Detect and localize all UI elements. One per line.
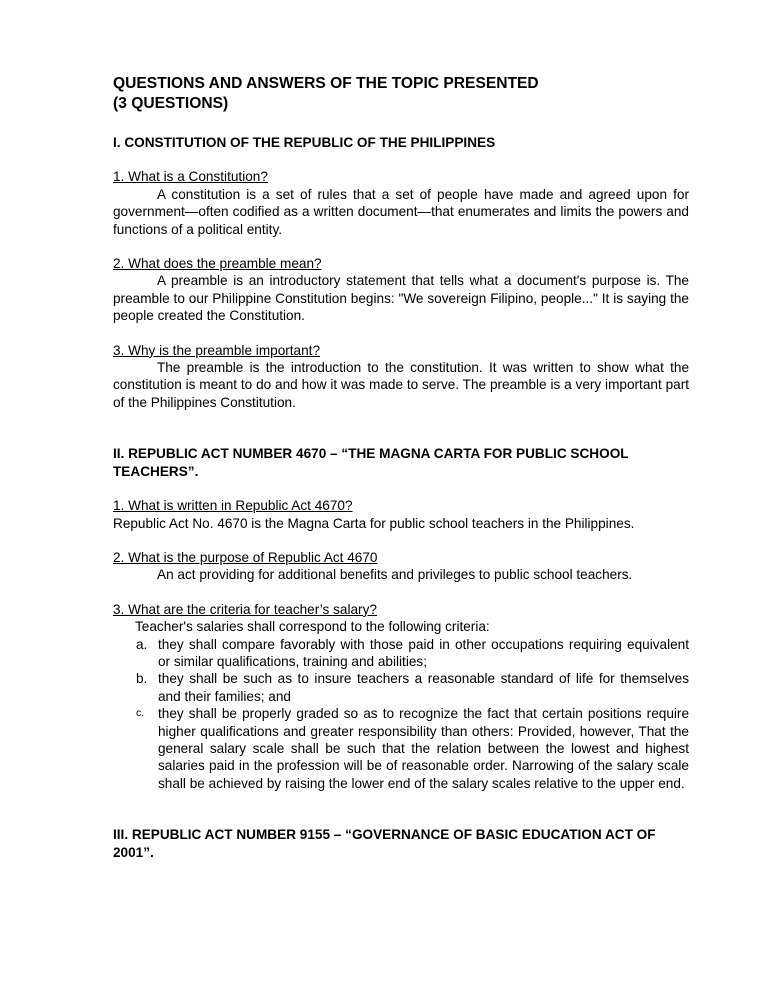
list-item xyxy=(113,636,689,671)
question: 1. What is written in Republic Act 4670? xyxy=(113,498,353,514)
answer: Republic Act No. 4670 is the Magna Carta for public school teachers in the Philippines. xyxy=(113,515,635,531)
list-item-text: they shall be properly graded so as to recognize the fact that certain positions require higher qualifications and greater responsibility than others: Provided, however, That the general salary scale shall be such that the relation between the lowest and highest salaries paid in the profession will be of reasonable order. Narrowing of the salary scale shall be achieved by raising the lower end of the salary scales relative to the upper end. xyxy=(158,706,689,791)
section-heading: II. REPUBLIC ACT NUMBER 4670 – “THE MAGNA CARTA FOR PUBLIC SCHOOL TEACHERS”. xyxy=(113,446,629,479)
qa-item xyxy=(113,601,689,792)
list-marker: b. xyxy=(136,671,148,687)
qa-item xyxy=(113,255,689,325)
document-title xyxy=(113,74,689,114)
question: 1. What is a Constitution? xyxy=(113,169,268,185)
section-constitution xyxy=(113,134,689,411)
question: 2. What is the purpose of Republic Act 4670 xyxy=(113,549,378,565)
question: 3. What are the criteria for teacher’s salary? xyxy=(113,601,377,617)
answer: A preamble is an introductory statement that tells what a document's purpose is. The preamble to our Philippine Constitution begins: "We sovereign Filipino, people..." It is saying the people created the Constitution. xyxy=(113,273,689,324)
title-line-2: (3 QUESTIONS) xyxy=(113,95,229,112)
qa-item xyxy=(113,342,689,412)
criteria-list xyxy=(113,636,689,793)
qa-item xyxy=(113,168,689,238)
section-magna-carta xyxy=(113,445,689,792)
qa-item xyxy=(113,549,689,584)
title-line-1: QUESTIONS AND ANSWERS OF THE TOPIC PRESENTED xyxy=(113,75,539,92)
list-marker: c. xyxy=(136,707,145,720)
list-item xyxy=(113,705,689,792)
answer: A constitution is a set of rules that a set of people have made and agreed upon for government—often codified as a written document—that enumerates and limits the powers and functions of a political entity. xyxy=(113,186,689,237)
question: 3. Why is the preamble important? xyxy=(113,342,321,358)
list-item-text: they shall be such as to insure teachers a reasonable standard of life for themselves and their families; and xyxy=(158,671,689,704)
document-page xyxy=(113,74,689,861)
qa-item xyxy=(113,497,689,532)
answer: The preamble is the introduction to the constitution. It was written to show what the constitution is meant to do and how it was made to serve. The preamble is a very important part of the Philippines Constitution. xyxy=(113,360,689,410)
section-heading: I. CONSTITUTION OF THE REPUBLIC OF THE PHILIPPINES xyxy=(113,135,496,150)
criteria-intro: Teacher's salaries shall correspond to the following criteria: xyxy=(135,619,490,635)
answer: An act providing for additional benefits and privileges to public school teachers. xyxy=(157,567,633,583)
section-heading: III. REPUBLIC ACT NUMBER 9155 – “GOVERNANCE OF BASIC EDUCATION ACT OF 2001”. xyxy=(113,827,656,860)
question: 2. What does the preamble mean? xyxy=(113,256,322,272)
list-marker: a. xyxy=(136,636,148,652)
list-item-text: they shall compare favorably with those paid in other occupations requiring equivalent or similar qualifications, training and abilities; xyxy=(158,636,689,669)
list-item xyxy=(113,670,689,705)
section-governance xyxy=(113,826,689,861)
